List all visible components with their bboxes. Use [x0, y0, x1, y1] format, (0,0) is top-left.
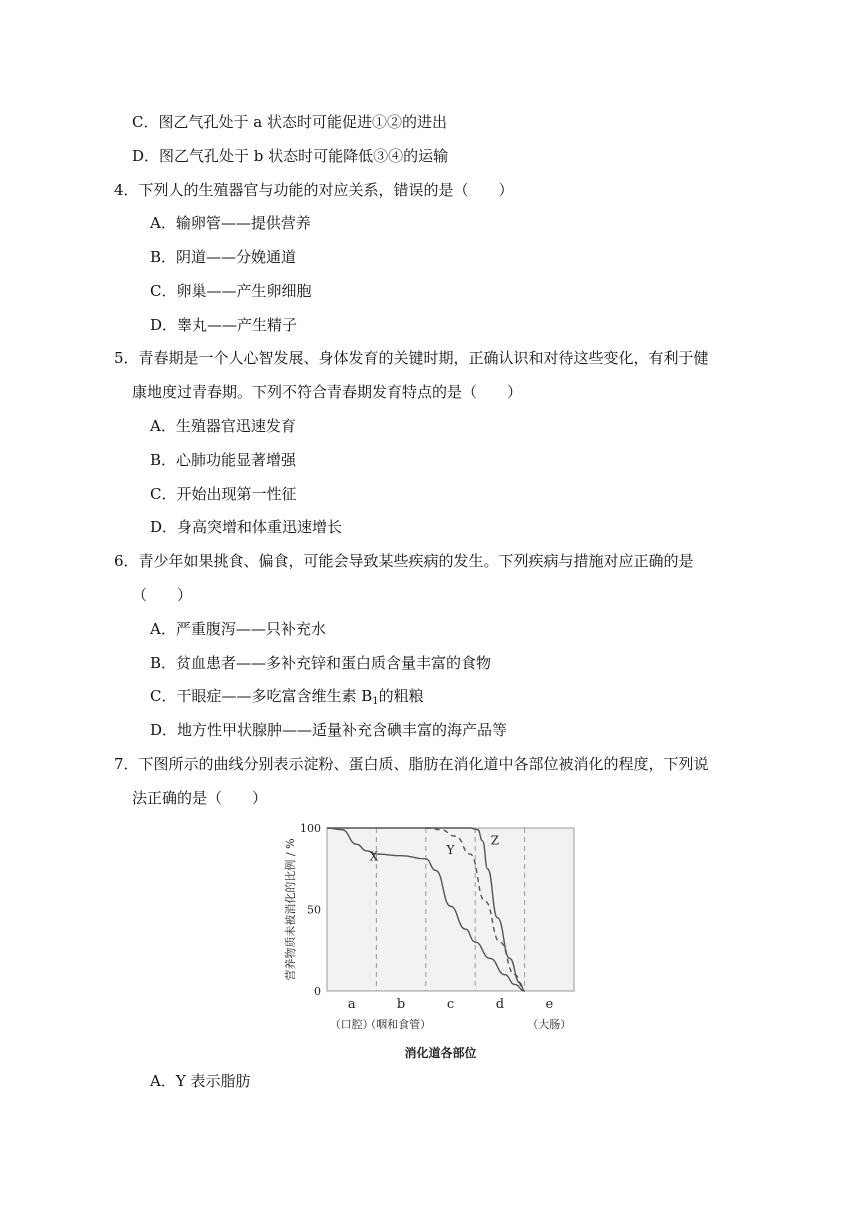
x-category-label: b [396, 997, 406, 1012]
q6-option-c [150, 686, 424, 712]
y-tick-label: 100 [300, 822, 321, 835]
y-tick-label: 50 [307, 903, 321, 917]
curve-label-x: X [369, 849, 379, 864]
q5-option-c: C．开始出现第一性征 [150, 485, 297, 503]
q4-option-d: D．睾丸——产生精子 [150, 316, 298, 334]
curve-label-z: Z [490, 833, 500, 848]
q6-option-d: D．地方性甲状腺肿——适量补充含碘丰富的海产品等 [150, 721, 508, 739]
q6-option-a: A．严重腹泻——只补充水 [150, 620, 326, 638]
q6-option-c-subscript: 1 [372, 696, 379, 707]
option-d-prev: D．图乙气孔处于 b 状态时可能降低③④的运输 [132, 147, 449, 165]
x-category-note: （大肠） [527, 1018, 572, 1031]
option-c-prev: C．图乙气孔处于 a 状态时可能促进①②的进出 [132, 113, 447, 131]
q5-option-d: D．身高突增和体重迅速增长 [150, 518, 343, 536]
y-axis-label: 营养物质未被消化的比例 / % [284, 838, 297, 981]
question-6: 6．青少年如果挑食、偏食，可能会导致某些疾病的发生。下列疾病与措施对应正确的是 [114, 552, 694, 570]
question-7-cont: 法正确的是（ ） [132, 789, 268, 807]
q7-option-a: A．Y 表示脂肪 [150, 1072, 251, 1090]
digestion-chart [280, 815, 590, 1060]
question-7: 7．下图所示的曲线分别表示淀粉、蛋白质、脂肪在消化道中各部位被消化的程度，下列说 [114, 755, 709, 773]
x-axis-label: 消化道各部位 [404, 1046, 477, 1060]
question-5: 5．青春期是一个人心智发展、身体发育的关键时期，正确认识和对待这些变化，有利于健 [114, 349, 709, 367]
x-category-note: （咽和食管） [365, 1018, 432, 1031]
x-category-note: （口腔） [329, 1018, 374, 1031]
x-category-label: a [347, 997, 356, 1012]
q4-option-a: A．输卵管——提供营养 [150, 214, 311, 232]
question-4: 4．下列人的生殖器官与功能的对应关系，错误的是（ ） [114, 181, 514, 199]
q6-option-c-tail: 的粗粮 [378, 687, 424, 705]
y-tick-label: 0 [314, 985, 321, 998]
q4-option-b: B．阴道——分娩通道 [150, 248, 297, 266]
curve-label-y: Y [446, 843, 455, 858]
question-5-cont: 康地度过青春期。下列不符合青春期发育特点的是（ ） [132, 383, 523, 401]
x-category-label: e [545, 997, 554, 1012]
q5-option-b: B．心肺功能显著增强 [150, 451, 297, 469]
question-6-cont: （ ） [132, 586, 193, 604]
x-category-label: d [495, 997, 505, 1012]
q6-option-c-text: C．干眼症——多吃富含维生素 B [150, 687, 373, 705]
q5-option-a: A．生殖器官迅速发育 [150, 417, 296, 435]
q6-option-b: B．贫血患者——多补充锌和蛋白质含量丰富的食物 [150, 654, 492, 672]
x-category-label: c [446, 997, 455, 1012]
q4-option-c: C．卵巢——产生卵细胞 [150, 282, 312, 300]
